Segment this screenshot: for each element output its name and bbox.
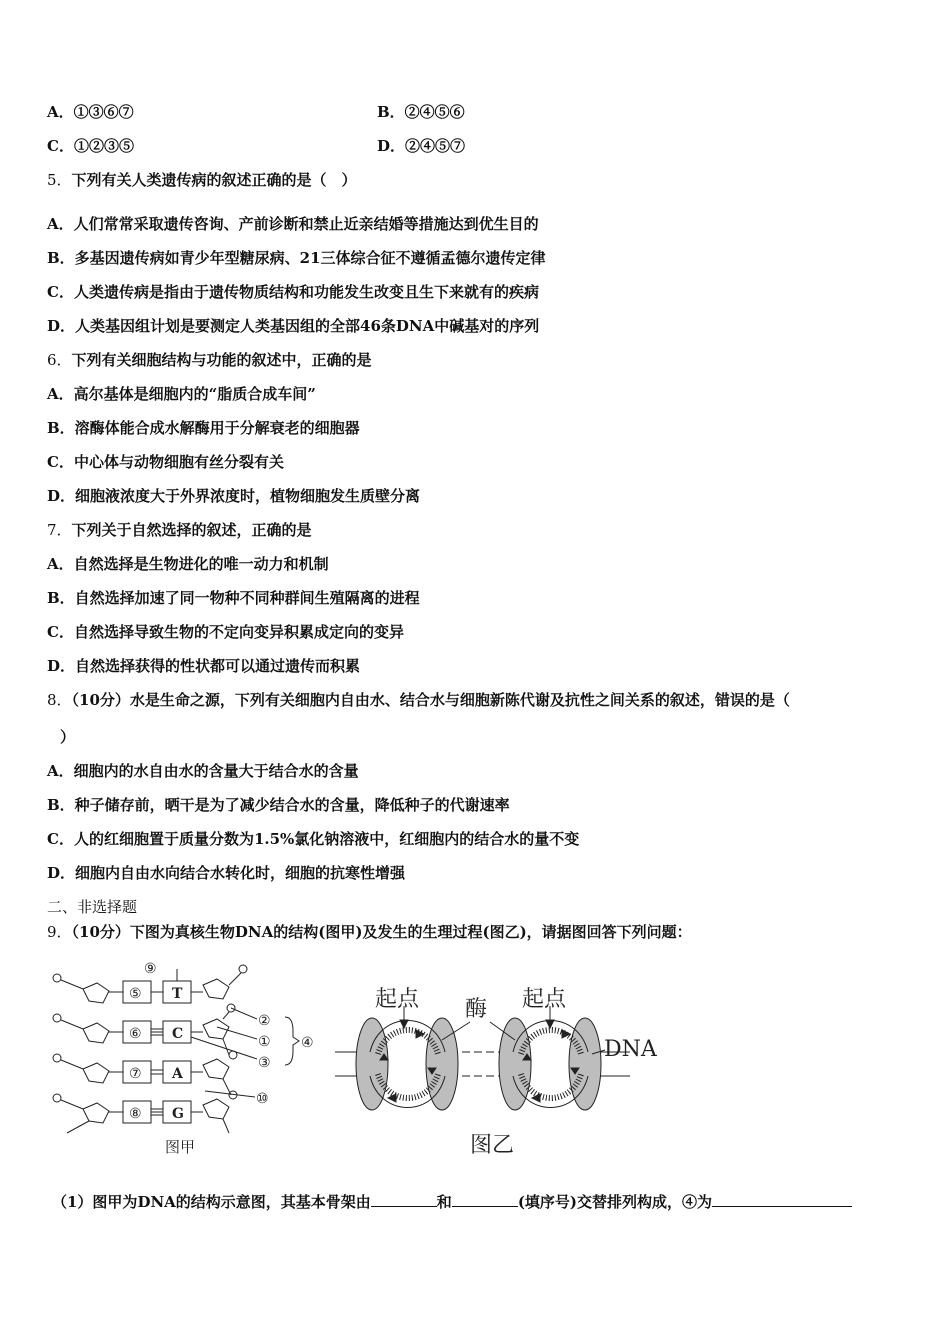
sugar-pentagon-icon: [83, 983, 109, 1003]
base-letter-3: A: [172, 1066, 183, 1082]
q4-option-a: A．①③⑥⑦: [47, 103, 134, 121]
label-right-num-3: ③: [258, 1055, 271, 1071]
answer-blank-2[interactable]: [452, 1190, 518, 1207]
figure-dna-structure: [45, 955, 325, 1160]
q8-number: 8．: [47, 691, 72, 709]
q9-sub1: [52, 1190, 852, 1212]
q6-option-a: A．高尔基体是细胞内的“脂质合成车间”: [47, 385, 316, 403]
q6-stem-text: 下列有关细胞结构与功能的叙述中，正确的是: [71, 351, 372, 369]
q6-stem: [47, 350, 372, 370]
q7-option-d: D．自然选择获得的性状都可以通过遗传而积累: [47, 657, 361, 675]
backbone-bond: [61, 1060, 83, 1069]
answer-blank-1[interactable]: [371, 1190, 437, 1207]
sugar-pentagon-icon: [203, 979, 229, 999]
label-left-num-1: ⑤: [129, 986, 142, 1002]
backbone-bond: [67, 1121, 89, 1133]
label-brace: ④: [301, 1035, 314, 1051]
q7-stem-text: 下列关于自然选择的叙述，正确的是: [71, 521, 312, 539]
q8-stem-text: （10分）水是生命之源，下列有关细胞内自由水、结合水与细胞新陈代谢及抗性之间关系的叙述，错误的是（: [71, 691, 790, 709]
q5-option-b: B．多基因遗传病如青少年型糖尿病、21三体综合征不遵循孟德尔遗传定律: [47, 249, 546, 267]
phosphate-icon: [239, 965, 247, 973]
sugar-pentagon-icon: [83, 1103, 109, 1123]
answer-blank-3[interactable]: [712, 1190, 852, 1207]
q4-option-d: D．②④⑤⑦: [377, 137, 466, 155]
q5-option-a: A．人们常常采取遗传咨询、产前诊断和禁止近亲结婚等措施达到优生目的: [47, 215, 539, 233]
sugar-pentagon-icon: [83, 1063, 109, 1083]
label-right-num-2: ①: [258, 1034, 271, 1050]
q7-number: 7．: [47, 521, 72, 539]
q6-option-d: D．细胞液浓度大于外界浓度时，植物细胞发生质壁分离: [47, 487, 421, 505]
enzyme-ellipse: [569, 1018, 601, 1110]
nucleotide-row-3: [53, 1051, 237, 1095]
q9-stem-text: （10分）下图为真核生物DNA的结构(图甲)及发生的生理过程(图乙)，请据图回答下列问题：: [71, 923, 692, 941]
backbone-bond: [229, 973, 241, 985]
replication-bubble-left: [356, 1006, 458, 1110]
sugar-pentagon-icon: [203, 1059, 229, 1079]
enzyme-ellipse: [356, 1018, 388, 1110]
q9-sub1-text-b: 和: [436, 1193, 452, 1211]
q9-stem: [47, 922, 692, 942]
arrow-head-icon: [416, 1030, 424, 1038]
backbone-bond: [61, 1020, 83, 1029]
q6-number: 6．: [47, 351, 72, 369]
enzyme-ellipse: [426, 1018, 458, 1110]
label-origin-left: 起点: [375, 987, 420, 1012]
figure-b-caption: 图乙: [470, 1133, 515, 1158]
replication-bubble-right: [499, 1006, 601, 1110]
q5-option-c: C．人类遗传病是指由于遗传物质结构和功能发生改变且生下来就有的疾病: [47, 283, 539, 301]
q8-option-a: A．细胞内的水自由水的含量大于结合水的含量: [47, 762, 359, 780]
q6-option-c: C．中心体与动物细胞有丝分裂有关: [47, 453, 284, 471]
arrow-head-icon: [532, 1094, 540, 1102]
q4-option-c: C．①②③⑤: [47, 137, 134, 155]
base-letter-4: G: [172, 1106, 184, 1122]
label-right-num-1: ②: [258, 1013, 271, 1029]
arrow-head-icon: [400, 1020, 408, 1028]
phosphate-icon: [53, 1094, 61, 1102]
q9-number: 9．: [47, 923, 72, 941]
label-bottom-num: ⑩: [256, 1091, 269, 1107]
label-origin-right: 起点: [522, 987, 567, 1012]
q5-option-d: D．人类基因组计划是要测定人类基因组的全部46条DNA中碱基对的序列: [47, 317, 540, 335]
q7-option-b: B．自然选择加速了同一物种不同种群间生殖隔离的进程: [47, 589, 420, 607]
label-left-num-4: ⑧: [129, 1106, 142, 1122]
q6-option-b: B．溶酶体能合成水解酶用于分解衰老的细胞器: [47, 419, 360, 437]
backbone-bond: [223, 1012, 229, 1019]
backbone-bond: [61, 980, 83, 989]
q8-stem: [47, 690, 790, 710]
q8-option-c: C．人的红细胞置于质量分数为1.5%氯化钠溶液中，红细胞内的结合水的量不变: [47, 830, 580, 848]
backbone-bond: [223, 1119, 229, 1133]
sugar-pentagon-icon: [83, 1023, 109, 1043]
leader-line: [231, 1008, 257, 1019]
section-heading: 二、非选择题: [47, 898, 138, 916]
base-letter-2: C: [172, 1026, 184, 1042]
phosphate-icon: [53, 974, 61, 982]
backbone-bond: [223, 1039, 229, 1055]
q7-option-a: A．自然选择是生物进化的唯一动力和机制: [47, 555, 329, 573]
sugar-pentagon-icon: [203, 1099, 229, 1119]
base-letter-1: T: [172, 986, 183, 1002]
label-left-num-3: ⑦: [129, 1066, 142, 1082]
arrow-head-icon: [388, 1094, 396, 1102]
label-top-num: ⑨: [144, 961, 157, 977]
label-dna: DNA: [604, 1037, 657, 1062]
q5-number: 5．: [47, 171, 72, 189]
leader-line: [217, 1027, 257, 1039]
label-left-num-2: ⑥: [129, 1026, 142, 1042]
nucleotide-row-4: [53, 1091, 237, 1133]
backbone-bond: [61, 1100, 83, 1109]
figure-a-caption: 图甲: [165, 1138, 196, 1156]
q8-option-b: B．种子储存前，晒干是为了减少结合水的含量，降低种子的代谢速率: [47, 796, 510, 814]
q5-stem-text: 下列有关人类遗传病的叙述正确的是（ ）: [71, 171, 357, 189]
q7-stem: [47, 520, 312, 540]
figure-dna-replication: [330, 980, 670, 1160]
arrow-head-icon: [546, 1020, 554, 1028]
label-enzyme: 酶: [465, 997, 488, 1022]
brace-icon: [285, 1017, 299, 1065]
phosphate-icon: [53, 1054, 61, 1062]
q8-stem-end: ）: [60, 728, 76, 746]
q4-option-b: B．②④⑤⑥: [377, 103, 465, 121]
phosphate-icon: [53, 1014, 61, 1022]
q8-option-d: D．细胞内自由水向结合水转化时，细胞的抗寒性增强: [47, 864, 406, 882]
nucleotide-row-2: [53, 1004, 235, 1055]
q5-stem: [47, 170, 357, 190]
q7-option-c: C．自然选择导致生物的不定向变异积累成定向的变异: [47, 623, 404, 641]
q9-sub1-text-a: （1）图甲为DNA的结构示意图，其基本骨架由: [52, 1193, 371, 1211]
q9-sub1-text-c: (填序号)交替排列构成，④为: [517, 1193, 713, 1211]
